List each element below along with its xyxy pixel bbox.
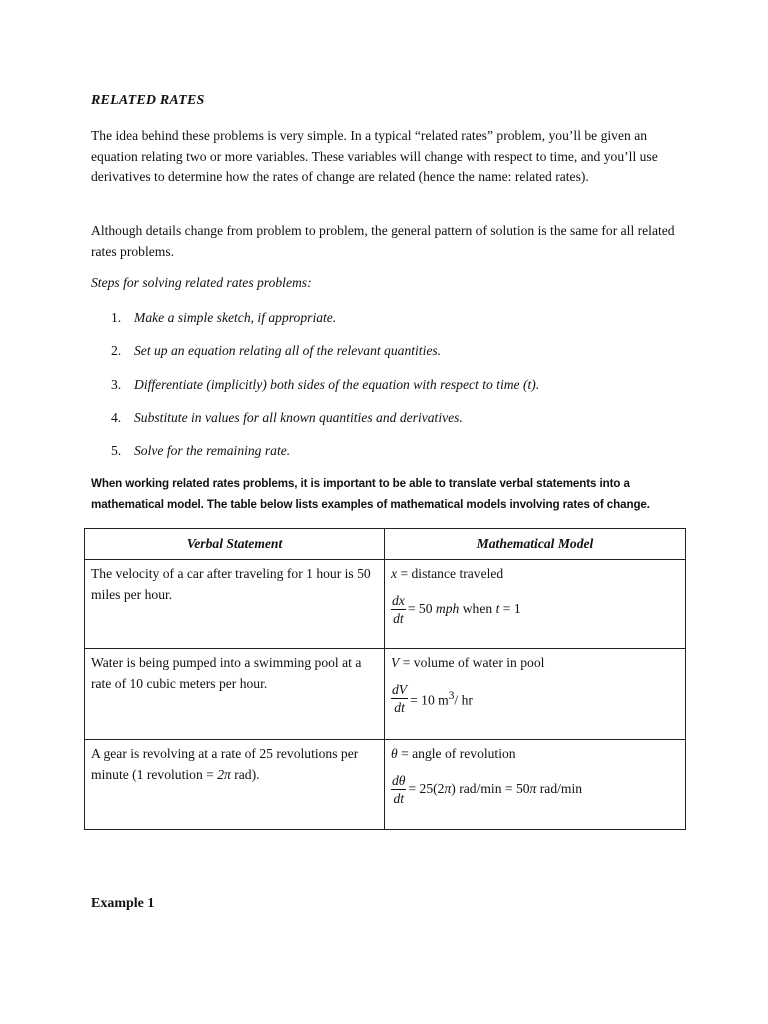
intro-paragraph: The idea behind these problems is very simple. In a typical “related rates” problem, you’ll be given an equation relating two or more variables. These variables will change with respect to time, and you’ll use derivatives to determine how the rates of change are related (hence the name: related rates).: [91, 128, 658, 184]
step-number: 5.: [111, 443, 122, 459]
equation-connector: when: [459, 601, 496, 617]
equation-time-variable: t: [495, 601, 500, 617]
variable-definition: [391, 564, 679, 584]
verbal-cell: [85, 649, 385, 740]
step-number: 4.: [111, 409, 122, 425]
variable-description: = volume of water in pool: [399, 655, 545, 670]
step-number: 1.: [111, 310, 122, 325]
verbal-cell: [85, 560, 385, 649]
steps-heading: Steps for solving related rates problems:: [91, 275, 312, 290]
derivative-fraction: [391, 681, 408, 716]
table-row: [85, 649, 686, 740]
mathematical-model-header: Mathematical Model: [385, 529, 686, 560]
pi-symbol: π: [444, 781, 452, 797]
equation-rhs: [410, 686, 473, 711]
verbal-text-end: rad).: [230, 766, 260, 782]
equation-unit: / hr: [454, 692, 473, 708]
table-row: [85, 740, 686, 830]
variable-description: = angle of revolution: [397, 746, 516, 761]
equation-rhs: [408, 599, 521, 620]
exponent: 3: [448, 689, 455, 702]
list-item: [111, 441, 539, 474]
equation-rhs: [408, 779, 582, 800]
model-cell: [385, 649, 686, 740]
equation-value: = 10 m: [410, 692, 449, 708]
fraction-denominator: dt: [391, 698, 408, 716]
step-text: Differentiate (implicitly) both sides of the equation with respect to time (t).: [134, 376, 540, 392]
model-cell: [385, 560, 686, 649]
rate-equation: [391, 681, 679, 721]
rate-equation: [391, 772, 679, 812]
verbal-cell: [85, 740, 385, 830]
variable-definition: [391, 653, 679, 673]
derivative-fraction: [391, 592, 406, 627]
variable-symbol: x: [391, 566, 398, 581]
variable-symbol: V: [391, 655, 400, 670]
verbal-math: 2π: [217, 766, 231, 782]
example-heading: Example 1: [91, 896, 155, 911]
model-cell: [385, 740, 686, 830]
verbal-text: Water is being pumped into a swimming pool at a rate of 10 cubic meters per hour.: [91, 655, 362, 691]
step-text: Substitute in values for all known quantities and derivatives.: [134, 409, 463, 425]
fraction-denominator: dt: [391, 609, 406, 627]
step-text: Set up an equation relating all of the relevant quantities.: [134, 343, 442, 359]
step-text: Make a simple sketch, if appropriate.: [134, 310, 337, 325]
fraction-numerator: dθ: [392, 773, 406, 788]
derivative-fraction: [391, 772, 406, 807]
equation-time-value: = 1: [499, 601, 521, 617]
pi-symbol: π: [529, 781, 537, 797]
table-header-row: [85, 529, 686, 560]
fraction-numerator: dV: [392, 682, 408, 697]
list-item: [111, 375, 539, 408]
variable-definition: [391, 744, 679, 764]
verbal-text: The velocity of a car after traveling for 1 hour is 50 miles per hour.: [91, 566, 371, 602]
equation-value: = 25(2: [408, 781, 445, 797]
list-item: [111, 308, 539, 341]
variable-description: = distance traveled: [397, 566, 504, 581]
page-title: RELATED RATES: [91, 93, 205, 108]
translation-note: When working related rates problems, it is important to be able to translate verbal statements into a mathematical model. The table below lists examples of mathematical models involving rates of change.: [91, 477, 650, 511]
pattern-paragraph: Although details change from problem to problem, the general pattern of solution is the same for all related rates problems.: [91, 223, 675, 259]
steps-list: [111, 308, 539, 474]
step-number: 2.: [111, 343, 122, 359]
list-item: [111, 341, 539, 374]
fraction-denominator: dt: [391, 789, 406, 807]
verbal-statement-header: Verbal Statement: [85, 529, 385, 560]
equation-value: = 50: [407, 601, 436, 617]
verbal-text: A gear is revolving at a rate of 25 revolutions per minute (1 revolution =: [91, 746, 359, 782]
equation-unit: rad/min: [536, 781, 583, 797]
equation-unit: mph: [435, 601, 460, 617]
models-table: [84, 528, 686, 830]
step-text: Solve for the remaining rate.: [134, 443, 291, 459]
list-item: [111, 408, 539, 441]
equation-middle: ) rad/min = 50: [451, 781, 530, 797]
fraction-numerator: dx: [392, 593, 405, 608]
rate-equation: [391, 592, 679, 632]
step-number: 3.: [111, 376, 122, 392]
table-row: [85, 560, 686, 649]
variable-symbol: θ: [391, 746, 398, 761]
